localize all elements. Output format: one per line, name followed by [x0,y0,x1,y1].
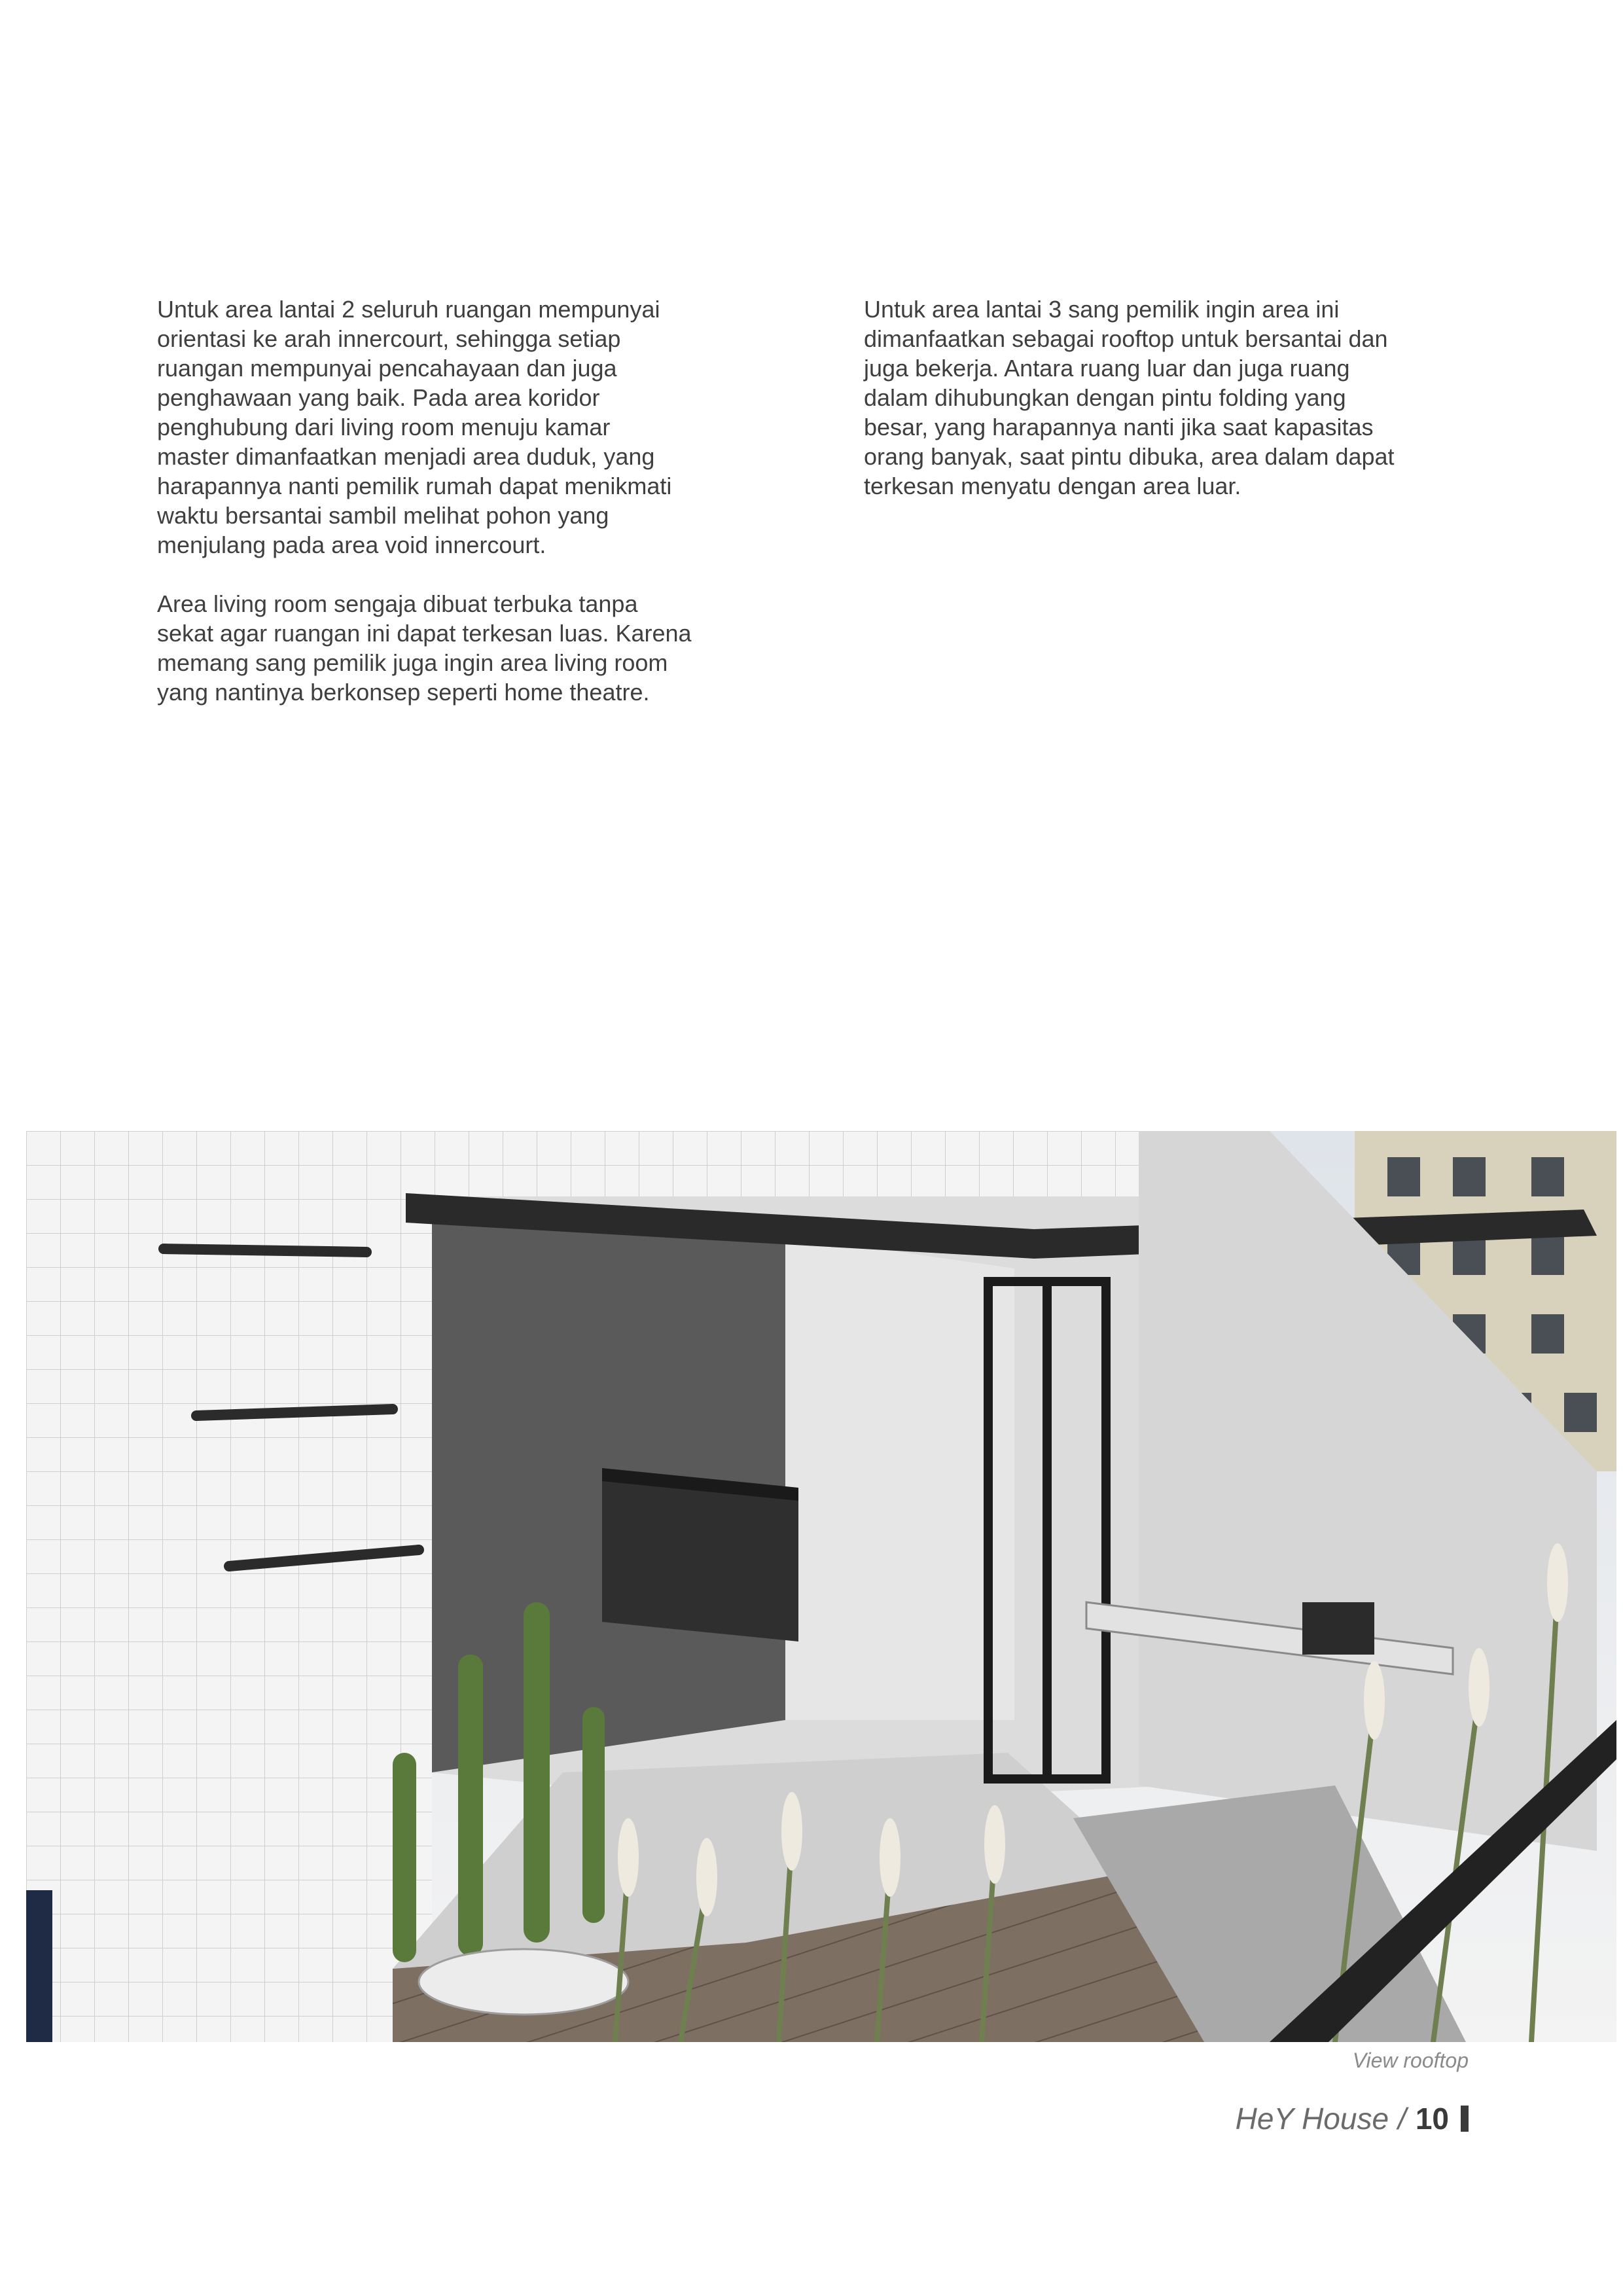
footer-separator: / [1398,2102,1406,2136]
footer-bar-mark [1461,2106,1469,2132]
paragraph: Area living room sengaja dibuat terbuka tanpa sekat agar ruangan ini dapat terkesan luas. Karena memang sang pemilik juga ingin area living room yang nantinya berkonsep seperti home theatre. [157,590,692,706]
publication-name: HeY House [1235,2102,1389,2136]
paragraph: Untuk area lantai 2 seluruh ruangan mempunyai orientasi ke arah innercourt, sehingga setiap ruangan mempunyai pencahayaan dan juga penghawaan yang baik. Pada area koridor penghubung dari living room menuju kamar master dimanfaatkan menjadi area duduk, yang harapannya nanti pemilik rumah dapat menikmati waktu bersantai sambil melihat pohon yang menjulang pada area void innercourt. [157,296,672,558]
page-number: 10 [1415,2102,1449,2136]
rooftop-rendering-image [26,1131,1616,2042]
text-column-right [864,295,1492,530]
paragraph: Untuk area lantai 3 sang pemilik ingin area ini dimanfaatkan sebagai rooftop untuk bersantai dan juga bekerja. Antara ruang luar dan juga ruang dalam dihubungkan dengan pintu folding yang besar, yang harapannya nanti jika saat kapasitas orang banyak, saat pintu dibuka, area dalam dapat terkesan menyatu dengan area luar. [864,296,1395,499]
figure-caption: View rooftop [1352,2049,1469,2072]
page-footer [1236,2101,1469,2136]
text-column-left [157,295,785,736]
